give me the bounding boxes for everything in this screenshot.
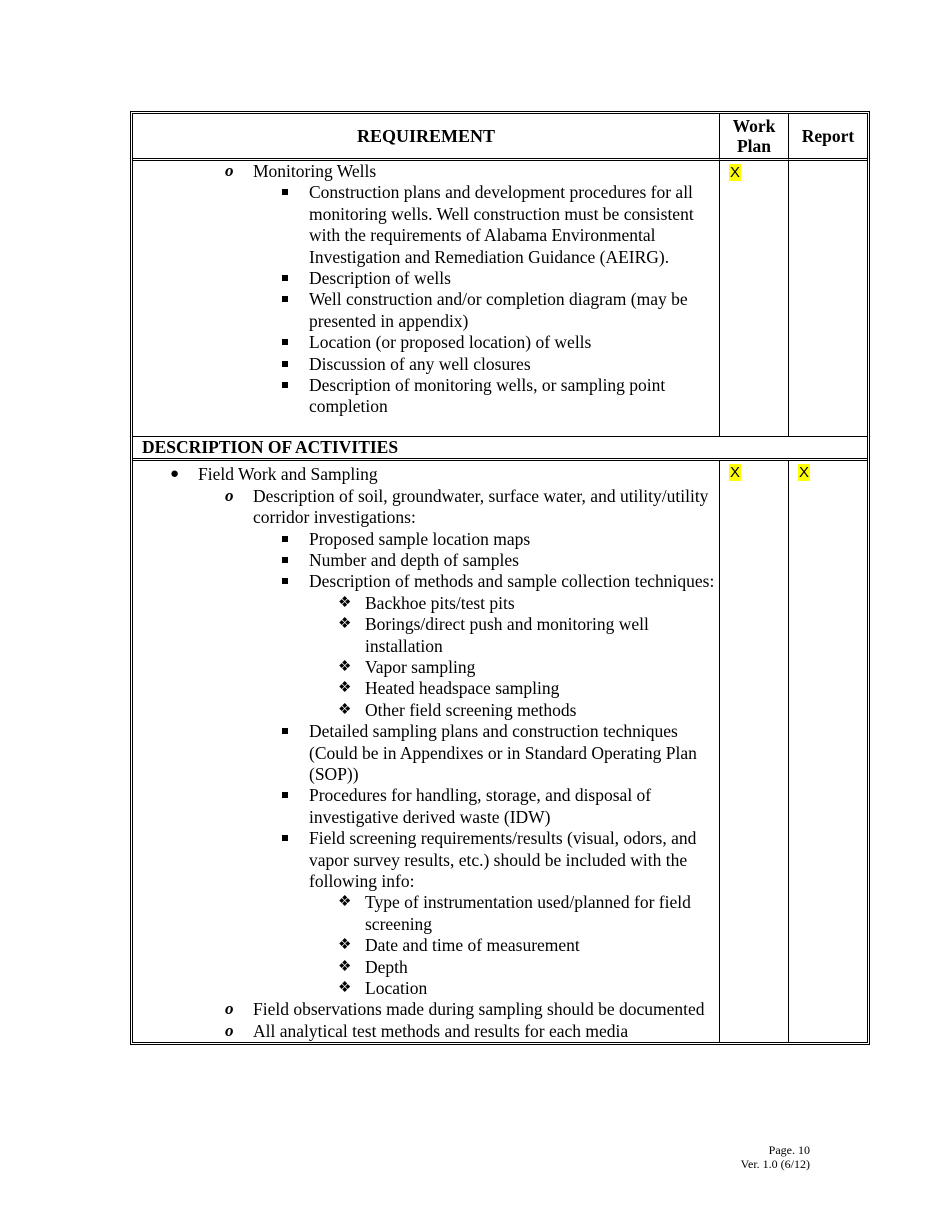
diamond-bullet-icon: ❖: [338, 701, 352, 718]
list-item: Description of monitoring wells, or sampling point completion: [133, 375, 719, 418]
square-bullet-icon: [282, 578, 288, 584]
list-item: ❖ Type of instrumentation used/planned for field screening: [338, 892, 691, 934]
list-item: ❖ Date and time of measurement: [338, 935, 580, 956]
monitoring-wells-cell: [133, 161, 719, 436]
square-bullet-icon: [282, 189, 288, 195]
diamond-bullet-icon: ❖: [338, 680, 352, 697]
square-bullet-icon: [282, 361, 288, 367]
square-bullet-icon: [282, 382, 288, 388]
square-bullet-icon: [282, 296, 288, 302]
list-item: ❖ Vapor sampling: [338, 656, 476, 677]
report-cell: [788, 461, 867, 1042]
monitoring-wells-row: [133, 161, 867, 436]
list-item: Detailed sampling plans and construction techniques (Could be in Appendixes or in Standard Operating Plan (SOP)): [133, 721, 719, 785]
diamond-bullet-icon: ❖: [338, 937, 352, 954]
field-work-row: [133, 461, 867, 1042]
bullet-icon: ●: [170, 466, 180, 483]
diamond-bullet-icon: ❖: [338, 616, 352, 633]
list-item: ❖ Borings/direct push and monitoring well installation: [338, 614, 649, 656]
list-item: ❖ Backhoe pits/test pits: [338, 592, 515, 613]
square-bullet-icon: [282, 835, 288, 841]
list-item: ❖ Location: [338, 978, 428, 999]
diamond-bullet-icon: ❖: [338, 894, 352, 911]
square-bullet-icon: [282, 728, 288, 734]
circle-bullet-icon: o: [225, 161, 234, 180]
diamond-bullet-icon: ❖: [338, 594, 352, 611]
circle-bullet-icon: o: [225, 485, 234, 505]
header-requirement: REQUIREMENT: [133, 114, 719, 161]
square-bullet-icon: [282, 339, 288, 345]
page-footer: [700, 1143, 810, 1171]
square-bullet-icon: [282, 792, 288, 798]
section-row: [133, 436, 867, 461]
list-item: Construction plans and development procedures for all monitoring wells. Well construction must be consistent with the requirements of Alabama Environmental Investigation and Remediation Guidance (AEIRG).: [133, 182, 719, 268]
list-item: Proposed sample location maps: [133, 529, 719, 550]
diamond-bullet-icon: ❖: [338, 958, 352, 975]
list-item: o All analytical test methods and results for each media: [225, 1020, 629, 1041]
square-bullet-icon: [282, 275, 288, 281]
field-work-cell: [133, 461, 719, 1042]
list-item: Location (or proposed location) of wells: [133, 332, 719, 353]
table-header-row: [133, 114, 867, 161]
list-item: ❖ Depth: [338, 956, 408, 977]
circle-bullet-icon: o: [225, 999, 234, 1019]
list-item: o Description of soil, groundwater, surface water, and utility/utility corridor investigations:: [225, 485, 709, 528]
list-item: Field screening requirements/results (visual, odors, and vapor survey results, etc.) should be included with the following info:: [133, 828, 719, 892]
list-item: Number and depth of samples: [133, 550, 719, 571]
list-item: Description of methods and sample collection techniques:: [133, 571, 719, 592]
report-cell: [788, 161, 867, 436]
list-item: ● Field Work and Sampling: [170, 464, 378, 485]
list-item: ❖ Heated headspace sampling: [338, 678, 560, 699]
version-label: Ver. 1.0 (6/12): [740, 1157, 810, 1171]
work-plan-cell: [719, 161, 788, 436]
diamond-bullet-icon: ❖: [338, 980, 352, 997]
work-plan-mark: X: [730, 464, 741, 482]
header-work-plan: Work Plan: [719, 114, 788, 161]
report-mark: X: [799, 464, 810, 482]
section-title: DESCRIPTION OF ACTIVITIES: [133, 436, 867, 461]
work-plan-cell: [719, 461, 788, 1042]
square-bullet-icon: [282, 557, 288, 563]
circle-bullet-icon: o: [225, 1020, 234, 1040]
list-item: Procedures for handling, storage, and disposal of investigative derived waste (IDW): [133, 785, 719, 828]
header-report: Report: [788, 114, 867, 161]
list-item: ❖ Other field screening methods: [338, 699, 577, 720]
square-bullet-icon: [282, 536, 288, 542]
page-number: Page. 10: [768, 1143, 810, 1157]
list-item: Discussion of any well closures: [133, 354, 719, 375]
work-plan-mark: X: [730, 164, 741, 181]
list-item: Well construction and/or completion diagram (may be presented in appendix): [133, 289, 719, 332]
diamond-bullet-icon: ❖: [338, 658, 352, 675]
list-item: o Monitoring Wells: [225, 161, 377, 181]
requirements-table: [130, 111, 870, 1045]
list-item: o Field observations made during sampling should be documented: [225, 999, 705, 1020]
list-item: Description of wells: [133, 268, 719, 289]
